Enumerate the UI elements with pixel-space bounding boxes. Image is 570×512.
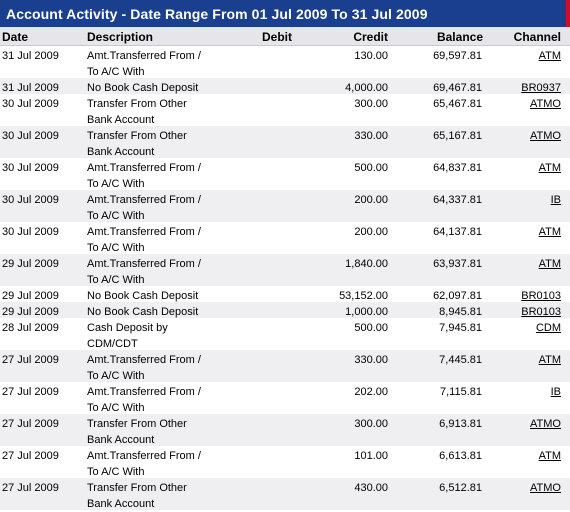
cell-description [87, 448, 207, 480]
cell-credit: 300.00 [354, 98, 388, 110]
cell-date: 29 Jul 2009 [2, 258, 59, 270]
cell-credit: 330.00 [354, 354, 388, 366]
cell-balance: 8,945.81 [439, 306, 482, 318]
cell-date: 27 Jul 2009 [2, 482, 59, 494]
description-line: Bank Account [87, 146, 155, 158]
cell-date: 30 Jul 2009 [2, 194, 59, 206]
table-row [0, 446, 570, 478]
cell-balance: 65,467.81 [433, 98, 482, 110]
table-row [0, 254, 570, 286]
cell-description [87, 256, 207, 288]
cell-credit: 130.00 [354, 50, 388, 62]
cell-balance: 63,937.81 [433, 258, 482, 270]
channel-link[interactable]: ATM [538, 450, 561, 462]
description-line: Amt.Transferred From / [87, 450, 201, 462]
channel-link[interactable]: ATMO [530, 418, 561, 430]
cell-date: 30 Jul 2009 [2, 226, 59, 238]
cell-balance: 7,945.81 [439, 322, 482, 334]
description-line: Amt.Transferred From / [87, 162, 201, 174]
cell-description [87, 384, 207, 416]
cell-credit: 101.00 [354, 450, 388, 462]
channel-link[interactable]: BR0103 [521, 306, 561, 318]
cell-balance: 6,913.81 [439, 418, 482, 430]
description-line: Bank Account [87, 114, 155, 126]
cell-credit: 500.00 [354, 322, 388, 334]
description-line: Transfer From Other [87, 418, 187, 430]
description-line: Bank Account [87, 434, 155, 446]
description-line: To A/C With [87, 402, 145, 414]
cell-credit: 330.00 [354, 130, 388, 142]
cell-date: 30 Jul 2009 [2, 162, 59, 174]
column-header-balance[interactable]: Balance [436, 30, 483, 44]
page-title: Account Activity - Date Range From 01 Jul 2009 To 31 Jul 2009 [6, 6, 428, 22]
description-line: CDM/CDT [87, 338, 138, 350]
cell-date: 27 Jul 2009 [2, 450, 59, 462]
table-row [0, 46, 570, 78]
description-line: To A/C With [87, 66, 145, 78]
channel-link[interactable]: BR0103 [521, 290, 561, 302]
cell-balance: 6,512.81 [439, 482, 482, 494]
description-line: Amt.Transferred From / [87, 258, 201, 270]
description-line: Transfer From Other [87, 98, 187, 110]
table-row [0, 478, 570, 510]
cell-description [87, 48, 207, 80]
cell-balance: 64,837.81 [433, 162, 482, 174]
cell-date: 31 Jul 2009 [2, 50, 59, 62]
cell-balance: 69,467.81 [433, 82, 482, 94]
cell-credit: 430.00 [354, 482, 388, 494]
table-row [0, 190, 570, 222]
cell-date: 30 Jul 2009 [2, 98, 59, 110]
cell-credit: 200.00 [354, 194, 388, 206]
table-row [0, 414, 570, 446]
description-line: To A/C With [87, 210, 145, 222]
cell-balance: 69,597.81 [433, 50, 482, 62]
cell-description [87, 192, 207, 224]
description-line: Bank Account [87, 498, 155, 510]
cell-description [87, 224, 207, 256]
table-row [0, 158, 570, 190]
description-line: To A/C With [87, 242, 145, 254]
description-line: Amt.Transferred From / [87, 386, 201, 398]
title-bar [0, 0, 570, 27]
channel-link[interactable]: ATM [538, 354, 561, 366]
channel-link[interactable]: ATM [538, 258, 561, 270]
description-line: Amt.Transferred From / [87, 354, 201, 366]
cell-balance: 62,097.81 [433, 290, 482, 302]
cell-date: 30 Jul 2009 [2, 130, 59, 142]
cell-credit: 4,000.00 [345, 82, 388, 94]
description-line: Transfer From Other [87, 130, 187, 142]
cell-credit: 1,840.00 [345, 258, 388, 270]
cell-description [87, 128, 207, 160]
description-line: To A/C With [87, 274, 145, 286]
cell-date: 27 Jul 2009 [2, 386, 59, 398]
description-line: To A/C With [87, 466, 145, 478]
cell-credit: 202.00 [354, 386, 388, 398]
description-line: Amt.Transferred From / [87, 50, 201, 62]
channel-link[interactable]: IB [550, 194, 561, 206]
description-line: Amt.Transferred From / [87, 226, 201, 238]
description-line: No Book Cash Deposit [87, 290, 199, 302]
cell-description [87, 320, 207, 352]
channel-link[interactable]: ATMO [530, 130, 561, 142]
cell-date: 31 Jul 2009 [2, 82, 59, 94]
description-line: Amt.Transferred From / [87, 194, 201, 206]
channel-link[interactable]: ATMO [530, 482, 561, 494]
cell-credit: 1,000.00 [345, 306, 388, 318]
channel-link[interactable]: CDM [535, 322, 561, 334]
cell-date: 28 Jul 2009 [2, 322, 59, 334]
channel-link[interactable]: ATM [538, 226, 561, 238]
cell-credit: 200.00 [354, 226, 388, 238]
channel-link[interactable]: ATMO [530, 98, 561, 110]
table-row [0, 286, 570, 302]
transaction-table [0, 46, 570, 510]
channel-link[interactable]: ATM [538, 162, 561, 174]
column-header-description[interactable]: Description [87, 30, 154, 44]
table-row [0, 126, 570, 158]
cell-balance: 64,137.81 [433, 226, 482, 238]
cell-date: 27 Jul 2009 [2, 354, 59, 366]
cell-description [87, 352, 207, 384]
cell-description [87, 160, 207, 192]
cell-date: 29 Jul 2009 [2, 290, 59, 302]
cell-balance: 7,115.81 [439, 386, 482, 398]
cell-description [87, 96, 207, 128]
cell-credit: 300.00 [354, 418, 388, 430]
table-row [0, 382, 570, 414]
channel-link[interactable]: BR0937 [521, 82, 561, 94]
description-line: To A/C With [87, 178, 145, 190]
description-line: No Book Cash Deposit [87, 306, 199, 318]
cell-date: 27 Jul 2009 [2, 418, 59, 430]
channel-link[interactable]: ATM [538, 50, 561, 62]
column-header-channel[interactable]: Channel [513, 30, 561, 44]
table-row [0, 302, 570, 318]
cell-balance: 64,337.81 [433, 194, 482, 206]
table-row [0, 222, 570, 254]
cell-description [87, 480, 207, 512]
column-header-credit[interactable]: Credit [353, 30, 388, 44]
column-header-date[interactable]: Date [2, 30, 29, 44]
cell-balance: 6,613.81 [439, 450, 482, 462]
table-row [0, 78, 570, 94]
table-row [0, 350, 570, 382]
cell-balance: 7,445.81 [439, 354, 482, 366]
table-row [0, 94, 570, 126]
cell-description [87, 416, 207, 448]
table-row [0, 318, 570, 350]
description-line: Cash Deposit by [87, 322, 168, 334]
description-line: No Book Cash Deposit [87, 82, 199, 94]
cell-date: 29 Jul 2009 [2, 306, 59, 318]
cell-credit: 500.00 [354, 162, 388, 174]
description-line: To A/C With [87, 370, 145, 382]
column-header-debit[interactable]: Debit [262, 30, 292, 44]
table-header [0, 27, 570, 46]
cell-credit: 53,152.00 [339, 290, 388, 302]
cell-balance: 65,167.81 [433, 130, 482, 142]
channel-link[interactable]: IB [550, 386, 561, 398]
description-line: Transfer From Other [87, 482, 187, 494]
